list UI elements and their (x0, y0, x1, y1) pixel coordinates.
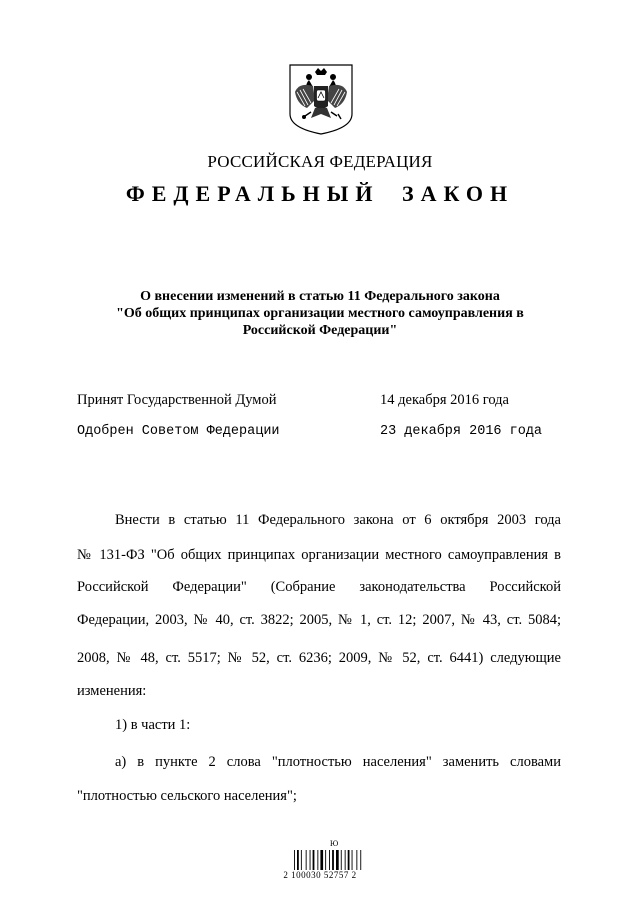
barcode-bar (313, 850, 315, 870)
barcode-bar (310, 850, 311, 870)
duma-adoption-label: Принят Государственной Думой (77, 392, 277, 408)
barcode-bar (360, 850, 361, 870)
barcode-bar (317, 850, 318, 870)
barcode-bar (325, 850, 326, 870)
barcode-bar (345, 850, 346, 870)
barcode-bar (320, 850, 323, 870)
list-item-continuation: "плотностью сельского населения"; (77, 788, 297, 804)
list-item: а) в пункте 2 слова "плотностью населения" заменить словами (115, 754, 561, 770)
barcode-bar (336, 850, 339, 870)
coat-of-arms-icon (287, 62, 355, 136)
body-line: № 131-ФЗ "Об общих принципах организации местного самоуправления в (77, 547, 561, 563)
body-line: Федерации, 2003, № 40, ст. 3822; 2005, № 1, ст. 12; 2007, № 43, ст. 5084; (77, 612, 561, 628)
barcode-bar (352, 850, 353, 870)
duma-adoption-date: 14 декабря 2016 года (380, 392, 509, 408)
body-line: изменения: (77, 683, 147, 699)
barcode-bar (301, 850, 302, 870)
barcode-bar (332, 850, 334, 870)
barcode-bar (356, 850, 357, 870)
barcode-bar (306, 850, 307, 870)
body-line: Внести в статью 11 Федерального закона от 6 октября 2003 года (115, 512, 561, 528)
barcode-bar (348, 850, 350, 870)
council-approval-date: 23 декабря 2016 года (380, 424, 543, 439)
body-line: 2008, № 48, ст. 5517; № 52, ст. 6236; 2009, № 52, ст. 6441) следующие (77, 650, 561, 666)
barcode-bar (329, 850, 330, 870)
barcode-mark: Ю (330, 839, 339, 848)
document-type-heading: ФЕДЕРАЛЬНЫЙ ЗАКОН (125, 181, 515, 206)
country-name: РОССИЙСКАЯ ФЕДЕРАЦИЯ (207, 152, 433, 171)
council-approval-label: Одобрен Советом Федерации (77, 424, 280, 439)
barcode-bar (294, 850, 295, 870)
law-title-line: "Об общих принципах организации местного самоуправления в (116, 306, 524, 321)
barcode-number: 2 100030 52757 2 (283, 870, 357, 880)
law-title-line: Российской Федерации" (242, 323, 398, 338)
law-title (60, 288, 580, 339)
list-item: 1) в части 1: (115, 717, 191, 733)
body-line: Российской Федерации" (Собрание законодательства Российской (77, 579, 561, 595)
barcode-bar (297, 850, 299, 870)
barcode-bar (341, 850, 342, 870)
law-title-line: О внесении изменений в статью 11 Федерального закона (140, 289, 500, 304)
barcode (292, 838, 374, 890)
